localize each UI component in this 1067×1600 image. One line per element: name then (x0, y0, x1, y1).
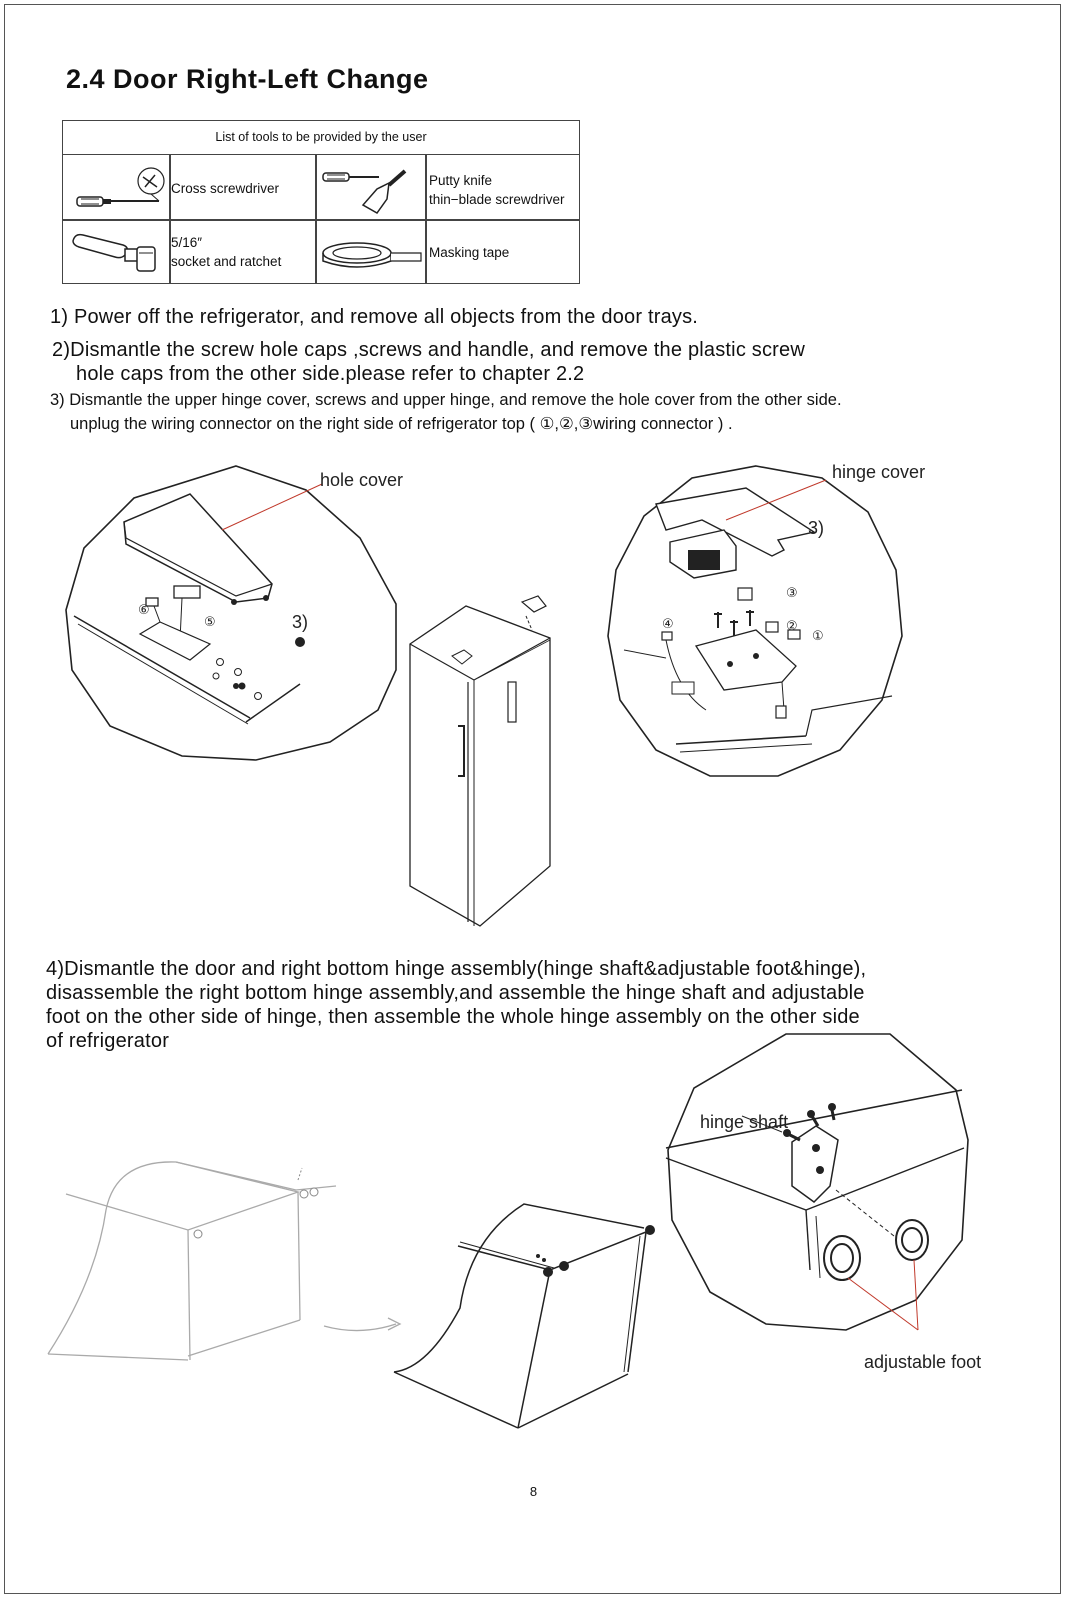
tool-label-putty-knife (429, 171, 564, 209)
step-3-line-2: unplug the wiring connector on the right side of refrigerator top ( ①,②,③wiring connector ) . (70, 415, 733, 433)
fridge-bottom-after-figure (394, 1198, 674, 1438)
marker-5: ⑤ (204, 614, 216, 629)
step-4-line-1: 4)Dismantle the door and right bottom hinge assembly(hinge shaft&adjustable foot&hinge), (46, 958, 867, 980)
screwdriver-icon (69, 159, 169, 217)
tool-label-line: 5/16″ (171, 235, 203, 250)
marker-1: ① (812, 628, 824, 643)
page-number: 8 (529, 1484, 538, 1499)
step-2-line-2: hole caps from the other side.please refer to chapter 2.2 (76, 363, 585, 385)
socket-ratchet-icon (69, 223, 169, 281)
tool-label-line: Putty knife (429, 173, 493, 188)
tool-label-cross-screwdriver: Cross screwdriver (171, 181, 280, 196)
marker-3: ③ (786, 585, 798, 600)
tools-table (62, 120, 580, 284)
fridge-bottom-before-figure (46, 1150, 336, 1380)
step-2-line-1: 2)Dismantle the screw hole caps ,screws and handle, and remove the plastic screw (52, 339, 806, 361)
label-hinge-shaft: hinge shaft (700, 1112, 789, 1132)
tool-label-socket (171, 233, 281, 271)
step-ref-right: 3) (808, 518, 825, 538)
hole-cover-detail-figure (60, 460, 420, 760)
tool-label-line: thin−blade screwdriver (429, 192, 565, 207)
marker-6: ⑥ (138, 602, 150, 617)
label-hinge-cover: hinge cover (832, 462, 926, 482)
hinge-shaft-detail-figure (666, 1030, 968, 1330)
tool-label-line: socket and ratchet (171, 254, 282, 269)
page-title: 2.4 Door Right-Left Change (66, 64, 429, 94)
putty-knife-icon (317, 159, 425, 217)
masking-tape-icon (317, 223, 425, 281)
marker-2: ② (786, 618, 798, 633)
label-hole-cover: hole cover (320, 470, 404, 490)
table-divider (63, 219, 579, 221)
label-adjustable-foot: adjustable foot (864, 1352, 982, 1372)
step-3-line-1: 3) Dismantle the upper hinge cover, screws and upper hinge, and remove the hole cover from the other side. (50, 391, 842, 409)
refrigerator-figure (404, 596, 584, 936)
step-1: 1) Power off the refrigerator, and remove all objects from the door trays. (50, 306, 699, 328)
tools-table-header: List of tools to be provided by the user (63, 121, 579, 155)
marker-4: ④ (662, 616, 674, 631)
step-4-line-2: disassemble the right bottom hinge assembly,and assemble the hinge shaft and adjustable (46, 982, 865, 1004)
hinge-cover-detail-figure (606, 460, 906, 780)
step-ref-left: 3) (292, 612, 309, 632)
step-4-line-4: of refrigerator (46, 1030, 170, 1052)
step-4-line-3: foot on the other side of hinge, then assemble the whole hinge assembly on the other side (46, 1006, 860, 1028)
tool-label-masking-tape: Masking tape (429, 245, 510, 260)
